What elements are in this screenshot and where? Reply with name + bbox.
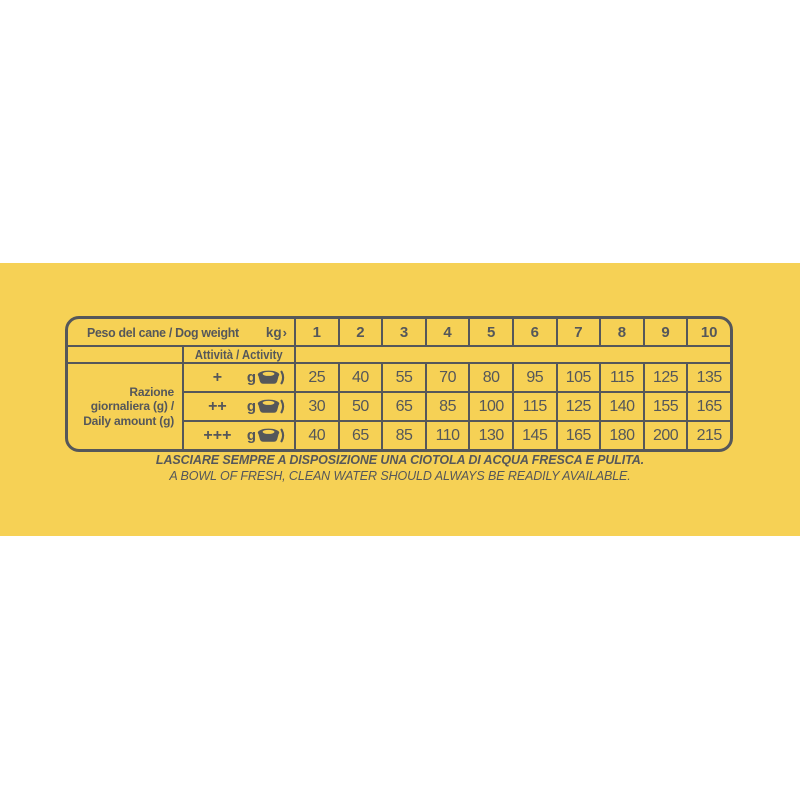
amount-cell: 100 [469,392,513,421]
amount-cell: 40 [295,421,339,450]
activity-plus-symbol: + [212,368,223,386]
weight-header-cell: 6 [513,318,557,346]
amount-cell: 95 [513,363,557,392]
amount-cell: 130 [469,421,513,450]
empty-cell [295,346,731,363]
amount-cell: 140 [600,392,644,421]
amount-cell: 135 [687,363,731,392]
amount-cell: 40 [339,363,383,392]
amount-cell: 110 [426,421,470,450]
amount-cell: 200 [644,421,688,450]
table-row-activity-header [67,346,731,363]
amount-cell: 80 [469,363,513,392]
daily-amount-label-line: Razione [129,384,174,399]
weight-header-cell: 5 [469,318,513,346]
yellow-packaging-band [0,263,800,536]
grams-unit-label: g [246,398,256,415]
footnote-italian: LASCIARE SEMPRE A DISPOSIZIONE UNA CIOTOLA DI ACQUA FRESCA E PULITA. [155,453,645,467]
activity-level-cell [183,363,295,392]
weight-header-cell: 9 [644,318,688,346]
amount-cell: 65 [339,421,383,450]
amount-cell: 125 [557,392,601,421]
amount-cell: 115 [600,363,644,392]
chevron-right-icon: › [282,324,287,340]
dog-bowl-icon [257,427,285,444]
amount-cell: 70 [426,363,470,392]
amount-cell: 105 [557,363,601,392]
grams-unit-label: g [246,369,256,386]
weight-header-cell: 10 [687,318,731,346]
amount-cell: 145 [513,421,557,450]
activity-header-cell [183,346,295,363]
amount-cell: 155 [644,392,688,421]
activity-plus-plus-plus-symbol: +++ [203,426,232,444]
activity-level-cell [183,392,295,421]
grams-bowl-group [247,427,285,444]
amount-cell: 165 [687,392,731,421]
weight-header-cell: 7 [557,318,601,346]
activity-level-cell [183,421,295,450]
amount-cell: 85 [382,421,426,450]
footnote-english: A BOWL OF FRESH, CLEAN WATER SHOULD ALWAYS BE READILY AVAILABLE. [169,468,631,483]
grams-bowl-group [247,369,285,386]
dog-weight-feeding-table [66,317,732,451]
amount-cell: 50 [339,392,383,421]
empty-cell [67,346,183,363]
amount-cell: 25 [295,363,339,392]
weight-header-cell: 8 [600,318,644,346]
table-row-activity-low [67,363,731,392]
amount-cell: 115 [513,392,557,421]
feeding-table [65,316,733,452]
amount-cell: 65 [382,392,426,421]
dog-weight-label: Peso del cane / Dog weight [87,324,239,340]
dog-bowl-icon [257,398,285,415]
weight-header-cell: 1 [295,318,339,346]
activity-plus-plus-symbol: ++ [208,397,227,415]
weight-header-cell: 3 [382,318,426,346]
amount-cell: 215 [687,421,731,450]
amount-cell: 30 [295,392,339,421]
kg-unit-label: kg [265,324,282,340]
amount-cell: 125 [644,363,688,392]
dog-bowl-icon [257,369,285,386]
dog-weight-header-cell [67,318,295,346]
amount-cell: 180 [600,421,644,450]
amount-cell: 165 [557,421,601,450]
grams-bowl-group [247,398,285,415]
table-row-header [67,318,731,346]
activity-header-label: Attività / Activity [195,347,283,362]
kg-unit [266,325,287,340]
daily-amount-label-cell [67,363,183,450]
weight-header-cell: 2 [339,318,383,346]
amount-cell: 85 [426,392,470,421]
daily-amount-label-line: giornaliera (g) / [90,399,174,414]
daily-amount-label-line: Daily amount (g) [83,413,174,428]
grams-unit-label: g [246,427,256,444]
amount-cell: 55 [382,363,426,392]
water-advice-footnote [0,453,800,484]
weight-header-cell: 4 [426,318,470,346]
